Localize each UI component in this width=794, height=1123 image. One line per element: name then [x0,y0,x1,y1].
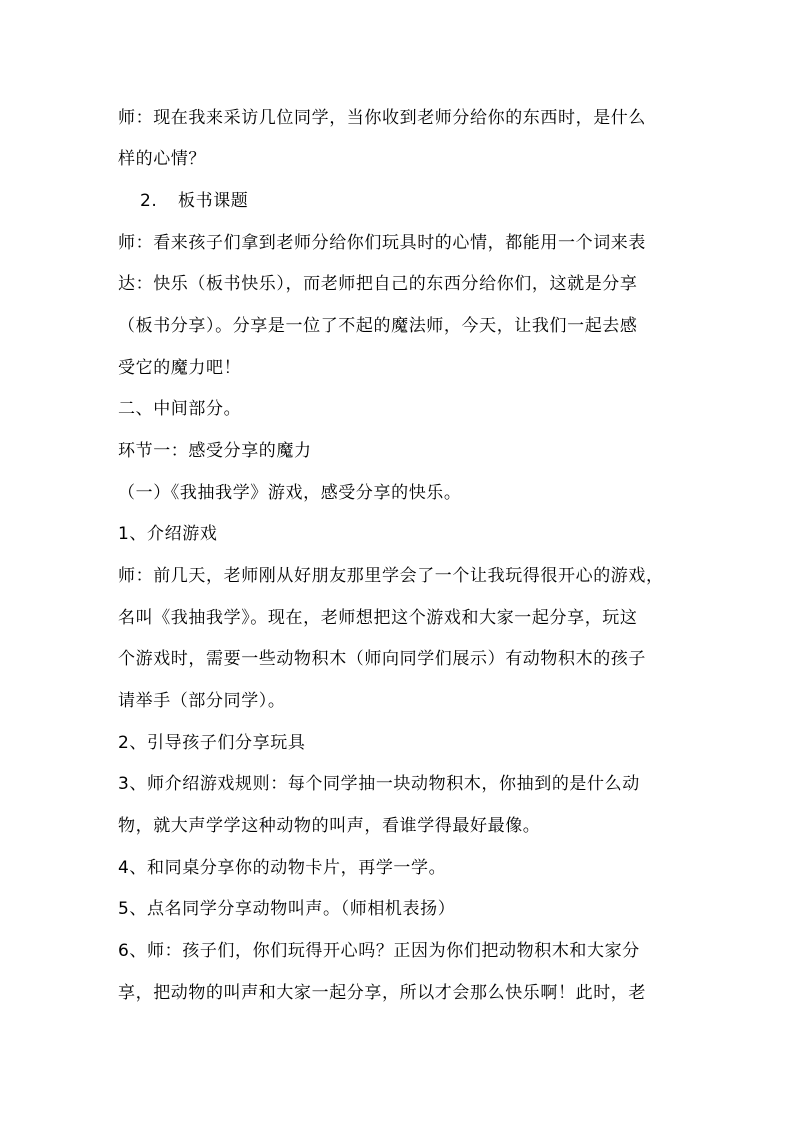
section-number: 2. [140,191,158,211]
list-item: 3、师介绍游戏规则：每个同学抽一块动物积木，你抽到的是什么动 [118,774,640,794]
section-heading [140,189,248,213]
paragraph-line: 名叫《我抽我学》。现在，老师想把这个游戏和大家一起分享，玩这 [118,608,638,628]
list-item: 1、介绍游戏 [118,524,218,544]
list-item: 6、师：孩子们，你们玩得开心吗？正因为你们把动物积木和大家分 [118,941,640,961]
list-item: 2、引导孩子们分享玩具 [118,733,306,753]
paragraph-line: 个游戏时，需要一些动物积木（师向同学们展示）有动物积木的孩子 [118,649,646,669]
section-heading: （一）《我抽我学》游戏，感受分享的快乐。 [118,483,462,503]
section-title: 板书课题 [178,191,249,211]
paragraph-line: 师：现在我来采访几位同学，当你收到老师分给你的东西时，是什么 [118,108,646,128]
paragraph-line: 师：看来孩子们拿到老师分给你们玩具时的心情，都能用一个词来表 [118,233,646,253]
paragraph-line: 请举手（部分同学）。 [118,691,286,711]
paragraph-line: （板书分享）。分享是一位了不起的魔法师，今天，让我们一起去感 [118,316,638,336]
paragraph-line: 师：前几天，老师刚从好朋友那里学会了一个让我玩得很开心的游戏， [118,566,664,586]
section-heading: 环节一：感受分享的魔力 [118,441,312,461]
paragraph-line: 样的心情？ [118,149,206,169]
paragraph-line: 达：快乐（板书快乐），而老师把自己的东西分给你们，这就是分享 [118,274,638,294]
section-heading: 二、中间部分。 [118,399,242,419]
list-item: 4、和同桌分享你的动物卡片，再学一学。 [118,858,447,878]
paragraph-line: 受它的魔力吧！ [118,358,242,378]
list-item: 5、点名同学分享动物叫声。（师相机表扬） [118,899,456,919]
paragraph-line: 物，就大声学学这种动物的叫声，看谁学得最好最像。 [118,816,541,836]
paragraph-line: 享，把动物的叫声和大家一起分享，所以才会那么快乐啊！此时，老 [118,983,646,1003]
